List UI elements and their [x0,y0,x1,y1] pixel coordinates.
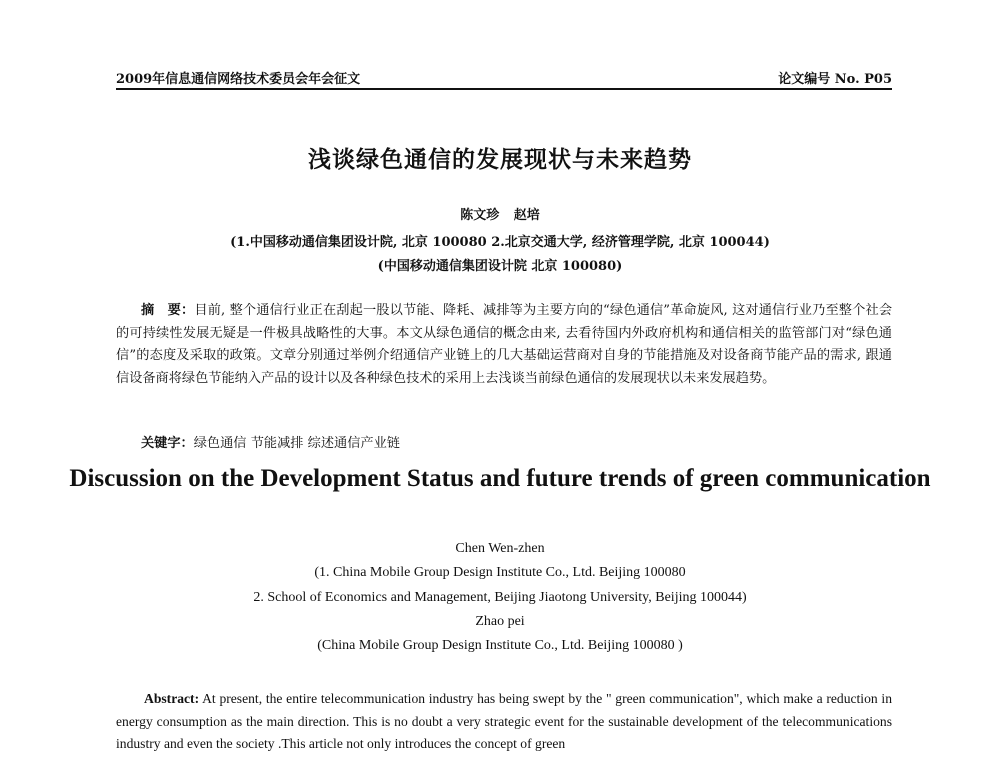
chinese-affiliation-2: (中国移动通信集团设计院 北京 100080) [377,259,623,274]
paper-number: 论文编号 No. P05 [778,72,892,87]
conference-name: 2009年信息通信网络技术委员会年会征文 [116,72,361,87]
chinese-keywords-text: 绿色通信 节能减排 综述通信产业链 [193,436,400,451]
chinese-affiliation-1: (1.中国移动通信集团设计院, 北京 100080 2.北京交通大学, 经济管理学院, 北京 100044) [230,235,770,250]
english-author-2: Zhao pei [475,614,525,629]
running-header [116,66,892,90]
chinese-abstract-label: 摘 要： [141,303,195,318]
chinese-abstract-text: 目前, 整个通信行业正在刮起一股以节能、降耗、减排等为主要方向的“绿色通信”革命旋风, 这对通信行业乃至整个社会的可持续性发展无疑是一件极具战略性的大事。本文从绿色通信的概念由来, 去看待国内外政府机构和通信相关的监管部门对“绿色通信”的态度及采取的政策。文章分别通过举例介绍通信产业链上的几大基础运营商对自身的节能措施及对设备商节能产品的需求, 跟通信设备商将绿色节能纳入产品的设计以及各种绿色技术的采用上去浅谈当前绿色通信的发展现状以未来发展趋势。 [116,303,893,386]
english-abstract [116,688,892,756]
english-author-1: Chen Wen-zhen [455,541,545,556]
chinese-keywords [141,432,400,451]
english-affiliation-2: 2. School of Economics and Management, Beijing Jiaotong University, Beijing 100044) [253,590,747,605]
english-abstract-label: Abstract: [144,691,200,706]
english-affiliation-1: (1. China Mobile Group Design Institute Co., Ltd. Beijing 100080 [314,565,686,580]
chinese-keywords-label: 关键字： [141,436,194,451]
english-title: Discussion on the Development Status and future trends of green communication [69,465,931,492]
english-affiliation-3: (China Mobile Group Design Institute Co., Ltd. Beijing 100080 ) [317,638,683,653]
chinese-authors: 陈文珍 赵培 [460,208,540,223]
chinese-title: 浅谈绿色通信的发展现状与未来趋势 [308,146,692,173]
chinese-abstract [116,300,892,390]
english-abstract-text: At present, the entire telecommunication industry has being swept by the " green communication", which make a reduction in energy consumption as the main direction. This is no doubt a very strategic event for the sustainable development of the telecommunications industry and even the society .This article not only introduces the concept of green [116,691,892,751]
